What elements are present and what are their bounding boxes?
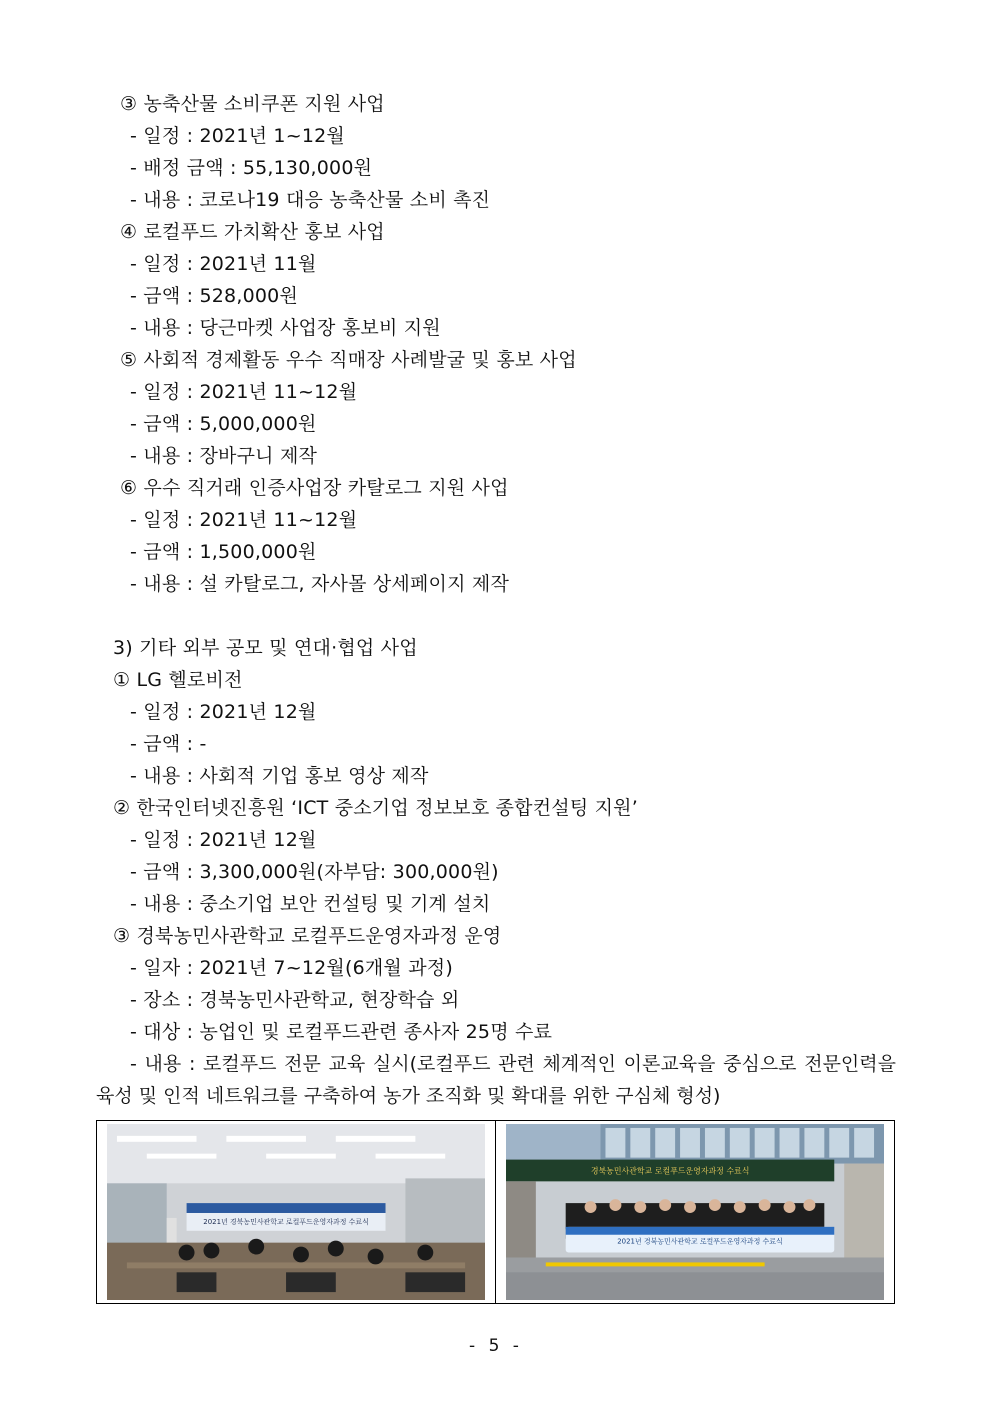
section-6-title: ⑥ 우수 직거래 인증사업장 카탈로그 지원 사업 bbox=[120, 477, 509, 499]
left-banner-text: 2021년 경북농민사관학교 로컬푸드운영자과정 수료식 bbox=[203, 1217, 369, 1226]
section-6-amount: - 금액 : 1,500,000원 bbox=[130, 541, 317, 563]
section-3-content: - 내용 : 코로나19 대응 농축산물 소비 촉진 bbox=[130, 189, 491, 211]
section-3-schedule: - 일정 : 2021년 1~12월 bbox=[130, 125, 345, 147]
section-4-schedule: - 일정 : 2021년 11월 bbox=[130, 253, 317, 275]
section-5-content: - 내용 : 장바구니 제작 bbox=[130, 445, 318, 467]
external-3-target: - 대상 : 농업인 및 로컬푸드관련 종사자 25명 수료 bbox=[130, 1021, 553, 1043]
section-5-title: ⑤ 사회적 경제활동 우수 직매장 사례발굴 및 홍보 사업 bbox=[120, 349, 577, 371]
section-4-amount: - 금액 : 528,000원 bbox=[130, 285, 299, 307]
section-6-content: - 내용 : 설 카탈로그, 자사몰 상세페이지 제작 bbox=[130, 573, 509, 595]
external-1-schedule: - 일정 : 2021년 12월 bbox=[130, 701, 317, 723]
external-3-date: - 일자 : 2021년 7~12월(6개월 과정) bbox=[130, 957, 453, 979]
right-banner-text: 2021년 경북농민사관학교 로컬푸드운영자과정 수료식 bbox=[617, 1237, 783, 1246]
page-number: - 5 - bbox=[469, 1336, 523, 1356]
photo-cell-left bbox=[97, 1121, 496, 1303]
section-6-schedule: - 일정 : 2021년 11~12월 bbox=[130, 509, 358, 531]
external-2-content: - 내용 : 중소기업 보안 컨설팅 및 기계 설치 bbox=[130, 893, 491, 915]
section-4-title: ④ 로컬푸드 가치확산 홍보 사업 bbox=[120, 221, 385, 243]
section-5-schedule: - 일정 : 2021년 11~12월 bbox=[130, 381, 358, 403]
section-3-amount: - 배정 금액 : 55,130,000원 bbox=[130, 157, 373, 179]
external-3-content: - 내용 : 로컬푸드 전문 교육 실시(로컬푸드 관련 체계적인 이론교육을 중심으로 전문인력을 육성 및 인적 네트워크를 구축하여 농가 조직화 및 확대를 위한 구심체 형성) bbox=[96, 1053, 896, 1107]
external-3-title: ③ 경북농민사관학교 로컬푸드운영자과정 운영 bbox=[113, 925, 502, 947]
photo-table bbox=[96, 1120, 895, 1304]
external-section-title: 3) 기타 외부 공모 및 연대·협업 사업 bbox=[113, 637, 418, 659]
photo-cell-right bbox=[496, 1121, 894, 1303]
external-1-amount: - 금액 : - bbox=[130, 733, 207, 755]
external-2-title: ② 한국인터넷진흥원 ‘ICT 중소기업 정보보호 종합컨설팅 지원’ bbox=[113, 797, 638, 819]
external-1-content: - 내용 : 사회적 기업 홍보 영상 제작 bbox=[130, 765, 429, 787]
external-2-schedule: - 일정 : 2021년 12월 bbox=[130, 829, 317, 851]
classroom-photo bbox=[107, 1124, 485, 1300]
external-1-title: ① LG 헬로비전 bbox=[113, 669, 243, 691]
external-3-place: - 장소 : 경북농민사관학교, 현장학습 외 bbox=[130, 989, 460, 1011]
section-5-amount: - 금액 : 5,000,000원 bbox=[130, 413, 317, 435]
section-4-content: - 내용 : 당근마켓 사업장 홍보비 지원 bbox=[130, 317, 441, 339]
group-photo bbox=[506, 1124, 884, 1300]
external-2-amount: - 금액 : 3,300,000원(자부담: 300,000원) bbox=[130, 861, 499, 883]
section-3-title: ③ 농축산물 소비쿠폰 지원 사업 bbox=[120, 93, 385, 115]
right-sign-text: 경북농민사관학교 로컬푸드운영자과정 수료식 bbox=[590, 1166, 750, 1176]
